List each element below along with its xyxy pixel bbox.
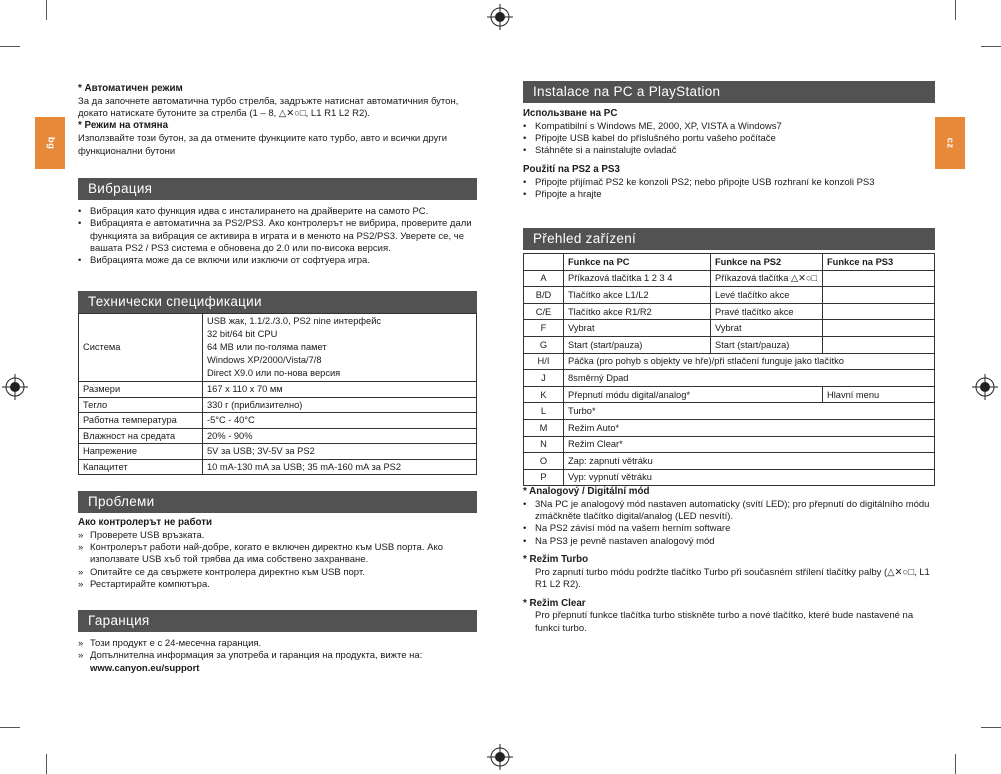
table-row xyxy=(79,444,477,460)
table-row xyxy=(79,314,477,382)
spec-label: Влажност на средата xyxy=(79,428,203,444)
list-item: • Вибрацията е автоматична за PS2/PS3. Ако контролерът не вибрира, проверите дали функцията за вибрация се активира в играта и в менюто на PS2/PS3. Уверете се, че вашата PS2 / PS3 система е обновена до 2.0 или по-висока версия. xyxy=(78,218,477,255)
crop-mark xyxy=(955,0,956,20)
left-column xyxy=(78,83,477,158)
spec-value: 20% - 90% xyxy=(203,428,477,444)
cell: Start (start/pauza) xyxy=(711,336,823,353)
vibration-section xyxy=(78,178,477,268)
spec-line: 64 MB или по-голяма памет xyxy=(207,342,327,352)
cell: Režim Auto* xyxy=(564,419,935,436)
cell: Zap: zapnutí větráku xyxy=(564,453,935,470)
overview-section xyxy=(523,228,935,486)
table-row xyxy=(524,320,935,337)
column-header: Funkce na PC xyxy=(564,254,711,271)
crop-mark xyxy=(981,46,1001,47)
spec-value: -5°C - 40°C xyxy=(203,413,477,429)
mode-notes xyxy=(523,486,935,635)
key-cell: G xyxy=(524,336,564,353)
key-cell: P xyxy=(524,469,564,486)
language-tab-label: cz xyxy=(945,137,957,149)
column-header xyxy=(524,254,564,271)
install-section xyxy=(523,81,935,201)
list-item: • Вибрацията може да се включи или изключи от софтуера игра. xyxy=(78,255,477,267)
crop-mark xyxy=(981,727,1001,728)
cell: Vybrat xyxy=(711,320,823,337)
list-item: » Рестартирайте компютъра. xyxy=(78,579,477,591)
cell: Páčka (pro pohyb s objekty ve hře)/při stlačení funguje jako tlačítko xyxy=(564,353,935,370)
ps-usage-title: Použití na PS2 a PS3 xyxy=(523,163,620,175)
list-item: » Опитайте се да свържете контролера директно към USB порт. xyxy=(78,567,477,579)
spec-line: USB жак, 1.1/2./3.0, PS2 nine интерфейс xyxy=(207,316,382,326)
column-header: Funkce na PS2 xyxy=(711,254,823,271)
crop-mark xyxy=(955,754,956,774)
list-item: • Вибрация като функция идва с инсталирането на драйверите на самото PC. xyxy=(78,206,477,218)
key-cell: N xyxy=(524,436,564,453)
spec-value xyxy=(203,314,477,382)
table-row xyxy=(524,303,935,320)
list-item: • Připojte USB kabel do příslušného portu vašeho počítače xyxy=(523,133,935,145)
problems-subtitle: Ако контролерът не работи xyxy=(78,517,213,528)
clear-mode-text: Pro přepnutí funkce tlačítka turbo stiskněte turbo a nové tlačítko, které bude nastavené na funkci turbo. xyxy=(535,610,914,634)
cell: Přepnutí módu digital/analog* xyxy=(564,386,823,403)
turbo-mode-title: * Režim Turbo xyxy=(523,554,589,566)
cell: Hlavní menu xyxy=(823,386,935,403)
install-heading: Instalace na PC a PlayStation xyxy=(523,81,935,103)
auto-mode-title: * Автоматичен режим xyxy=(78,83,183,94)
table-row xyxy=(524,436,935,453)
cell: Pravé tlačítko akce xyxy=(711,303,823,320)
key-cell: M xyxy=(524,419,564,436)
key-cell: H/I xyxy=(524,353,564,370)
overview-table xyxy=(523,253,935,486)
key-cell: A xyxy=(524,270,564,287)
spec-label: Капацитет xyxy=(79,459,203,475)
warranty-section xyxy=(78,610,477,675)
specs-table xyxy=(78,313,477,475)
analog-mode-title: * Analogový / Digitální mód xyxy=(523,486,650,497)
list-item: • Na PS3 je pevně nastaven analogový mód xyxy=(523,536,935,548)
registration-mark-icon xyxy=(972,374,998,400)
list-item: » Този продукт е с 24-месечна гаранция. xyxy=(78,638,477,650)
list-item: • Kompatibilní s Windows ME, 2000, XP, VISTA a Windows7 xyxy=(523,121,935,133)
spec-line: 32 bit/64 bit CPU xyxy=(207,329,278,339)
cell xyxy=(823,336,935,353)
cell: Start (start/pauza) xyxy=(564,336,711,353)
crop-mark xyxy=(46,0,47,20)
list-item: • Stáhněte si a nainstalujte ovladač xyxy=(523,145,935,157)
spec-label: Работна температура xyxy=(79,413,203,429)
language-tab-cz xyxy=(935,117,965,169)
cell: Příkazová tlačítka 1 2 3 4 xyxy=(564,270,711,287)
table-row xyxy=(79,382,477,398)
cell: 8směrný Dpad xyxy=(564,370,935,387)
list-item: » Проверете USB връзката. xyxy=(78,530,477,542)
crop-mark xyxy=(0,46,20,47)
clear-mode-title: * Režim Clear xyxy=(523,597,586,609)
spec-line: Direct X9.0 или по-нова версия xyxy=(207,368,341,378)
table-row xyxy=(524,370,935,387)
table-row xyxy=(79,428,477,444)
specs-heading: Технически спецификации xyxy=(78,291,477,313)
spec-label: Размери xyxy=(79,382,203,398)
spec-line: Windows XP/2000/Vista/7/8 xyxy=(207,355,322,365)
registration-mark-icon xyxy=(487,744,513,770)
list-item: » Допълнителна информация за употреба и гаранция на продукта, вижте на: xyxy=(78,650,477,662)
cell: Vybrat xyxy=(564,320,711,337)
table-row xyxy=(524,353,935,370)
cell xyxy=(823,270,935,287)
cell: Režim Clear* xyxy=(564,436,935,453)
key-cell: B/D xyxy=(524,287,564,304)
problems-heading: Проблеми xyxy=(78,491,477,513)
crop-mark xyxy=(0,727,20,728)
key-cell: K xyxy=(524,386,564,403)
key-cell: L xyxy=(524,403,564,420)
table-row xyxy=(524,419,935,436)
table-row xyxy=(524,270,935,287)
cell: Turbo* xyxy=(564,403,935,420)
key-cell: J xyxy=(524,370,564,387)
table-row xyxy=(79,413,477,429)
list-item: • Na PS2 závisí mód na vašem herním software xyxy=(523,523,935,535)
table-row xyxy=(524,453,935,470)
auto-mode-text: За да започнете автоматична турбо стрелба, задръжте натиснат автоматичния бутон, докато натискате бутоните за стрелба (1 – 8, △✕○□, L1 R1 L2 R2). xyxy=(78,95,459,120)
cell: Tlačítko akce R1/R2 xyxy=(564,303,711,320)
language-tab-bg xyxy=(35,117,65,169)
overview-heading: Přehled zařízení xyxy=(523,228,935,250)
turbo-mode-text: Pro zapnutí turbo módu podržte tlačítko Turbo při současném střílení tlačítky palby (△✕○□, L1 R1 L2 R2). xyxy=(535,566,930,591)
language-tab-label: bg xyxy=(45,136,57,150)
specs-section xyxy=(78,291,477,475)
spec-value: 330 г (приблизително) xyxy=(203,397,477,413)
support-link[interactable]: www.canyon.eu/support xyxy=(90,662,200,674)
cell xyxy=(823,287,935,304)
table-row xyxy=(524,336,935,353)
table-row xyxy=(524,287,935,304)
crop-mark xyxy=(46,754,47,774)
cell xyxy=(823,303,935,320)
cancel-mode-title: * Режим на отмяна xyxy=(78,120,169,132)
key-cell: C/E xyxy=(524,303,564,320)
cell: Vyp: vypnutí větráku xyxy=(564,469,935,486)
spec-label: Тегло xyxy=(79,397,203,413)
key-cell: O xyxy=(524,453,564,470)
pc-usage-title: Использване на PC xyxy=(523,108,618,119)
table-header-row xyxy=(524,254,935,271)
registration-mark-icon xyxy=(2,374,28,400)
cell: Tlačítko akce L1/L2 xyxy=(564,287,711,304)
spec-value: 10 mA-130 mA за USB; 35 mA-160 mA за PS2 xyxy=(203,459,477,475)
table-row xyxy=(524,386,935,403)
problems-section xyxy=(78,491,477,591)
spec-value: 167 x 110 x 70 мм xyxy=(203,382,477,398)
spec-value: 5V за USB; 3V-5V за PS2 xyxy=(203,444,477,460)
key-cell: F xyxy=(524,320,564,337)
spec-label: Напрежение xyxy=(79,444,203,460)
list-item: » Контролерът работи най-добре, когато е включен директно към USB порта. Ако използвате USB хъб той трябва да има собствено захранване. xyxy=(78,542,477,567)
cell: Příkazová tlačítka △✕○□ xyxy=(711,270,823,287)
registration-mark-icon xyxy=(487,4,513,30)
warranty-heading: Гаранция xyxy=(78,610,477,632)
cancel-mode-text: Използвайте този бутон, за да отмените функциите като турбо, авто и всички други функционални бутони xyxy=(78,133,448,157)
column-header: Funkce na PS3 xyxy=(823,254,935,271)
vibration-heading: Вибрация xyxy=(78,178,477,200)
list-item: • Připojte a hrajte xyxy=(523,189,935,201)
table-row xyxy=(79,397,477,413)
list-item: • 3Na PC je analogový mód nastaven automaticky (svítí LED); pro přepnutí do digitálního módu zmáčkněte tlačítko digital/analog (LED nesvítí). xyxy=(523,499,935,524)
spec-label: Система xyxy=(79,314,203,382)
table-row xyxy=(524,469,935,486)
cell xyxy=(823,320,935,337)
table-row xyxy=(79,459,477,475)
table-row xyxy=(524,403,935,420)
cell: Levé tlačítko akce xyxy=(711,287,823,304)
list-item: • Připojte přijímač PS2 ke konzoli PS2; nebo připojte USB rozhraní ke konzoli PS3 xyxy=(523,177,935,189)
